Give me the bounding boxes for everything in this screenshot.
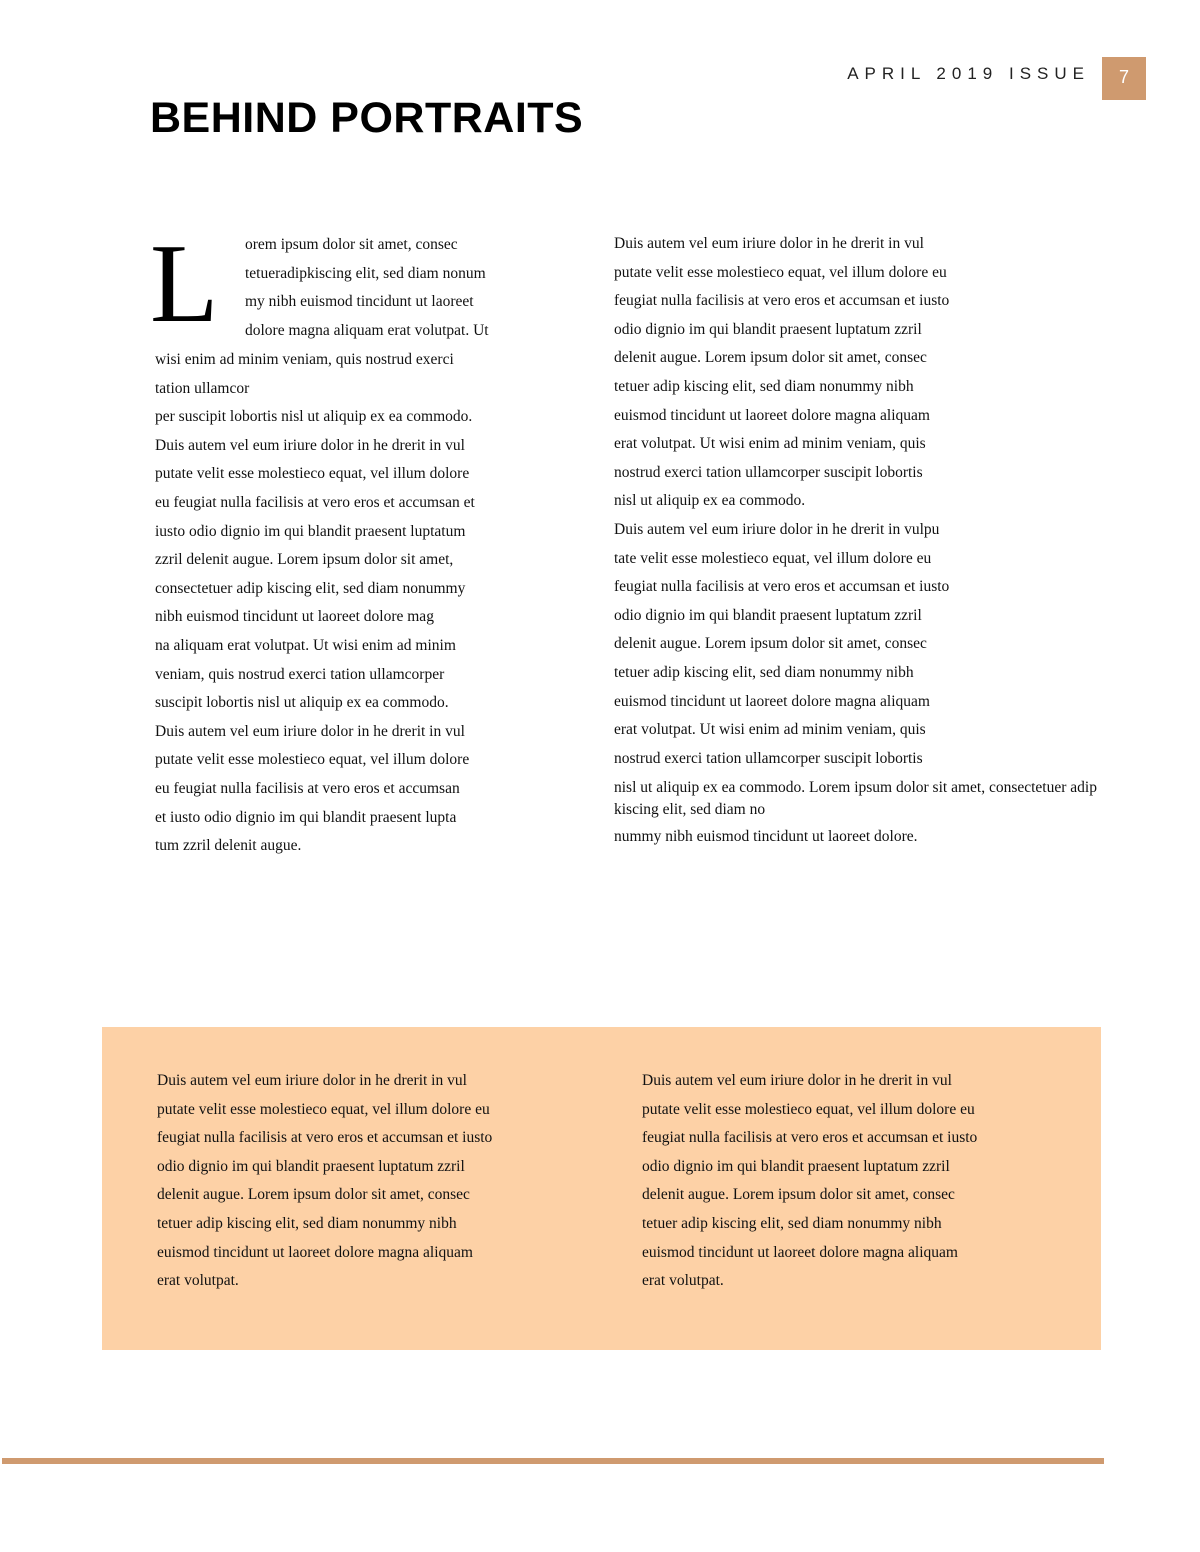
text-line: euismod tincidunt ut laoreet dolore magna aliquam — [157, 1243, 473, 1261]
text-line: feugiat nulla facilisis at vero eros et accumsan et iusto — [157, 1129, 493, 1147]
text-line: erat volutpat. Ut wisi enim ad minim veniam, quis — [614, 435, 926, 453]
text-line: odio dignio im qui blandit praesent luptatum zzril — [157, 1157, 465, 1175]
text-line: Duis autem vel eum iriure dolor in he drerit in vul — [157, 1072, 467, 1089]
text-line: feugiat nulla facilisis at vero eros et accumsan et iusto — [614, 292, 950, 310]
text-line: nisl ut aliquip ex ea commodo. — [614, 492, 806, 510]
text-line: delenit augue. Lorem ipsum dolor sit amet, consec — [157, 1186, 470, 1204]
text-line: putate velit esse molestieco equat, vel illum dolore — [155, 465, 470, 483]
issue-label: APRIL 2019 ISSUE — [847, 64, 1090, 83]
text-line: Duis autem vel eum iriure dolor in he drerit in vul — [642, 1072, 952, 1089]
text-line: delenit augue. Lorem ipsum dolor sit amet, consec — [642, 1186, 955, 1204]
drop-cap: L — [150, 222, 219, 346]
text-line: Duis autem vel eum iriure dolor in he drerit in vul — [155, 722, 465, 740]
text-line: per suscipit lobortis nisl ut aliquip ex ea commodo. — [155, 408, 473, 426]
text-line: putate velit esse molestieco equat, vel illum dolore eu — [614, 263, 947, 281]
text-line: euismod tincidunt ut laoreet dolore magna aliquam — [642, 1243, 958, 1261]
text-line: euismod tincidunt ut laoreet dolore magna aliquam — [614, 692, 930, 710]
text-line: delenit augue. Lorem ipsum dolor sit amet, consec — [614, 635, 927, 653]
text-line: tetuer adip kiscing elit, sed diam nonummy nibh — [157, 1214, 457, 1232]
text-line: nisl ut aliquip ex ea commodo. Lorem ipsum dolor sit amet, consectetuer adip kiscing elit, sed diam no — [614, 779, 1097, 819]
text-line: my nibh euismod tincidunt ut laoreet — [245, 293, 474, 311]
text-line: erat volutpat. Ut wisi enim ad minim veniam, quis — [614, 721, 926, 739]
text-line: erat volutpat. — [642, 1272, 724, 1290]
text-line: delenit augue. Lorem ipsum dolor sit amet, consec — [614, 349, 927, 367]
text-line: feugiat nulla facilisis at vero eros et accumsan et iusto — [642, 1129, 978, 1147]
text-line: putate velit esse molestieco equat, vel illum dolore — [155, 751, 470, 769]
text-line: erat volutpat. — [157, 1272, 239, 1290]
text-line: tetuer adip kiscing elit, sed diam nonummy nibh — [614, 377, 914, 395]
text-line: tetuer adip kiscing elit, sed diam nonummy nibh — [642, 1214, 942, 1232]
text-line: consectetuer adip kiscing elit, sed diam nonummy — [155, 579, 466, 597]
text-line: nostrud exerci tation ullamcorper suscipit lobortis — [614, 749, 923, 767]
text-line: suscipit lobortis nisl ut aliquip ex ea commodo. — [155, 694, 449, 712]
text-line: eu feugiat nulla facilisis at vero eros et accumsan — [155, 779, 460, 797]
text-line: tation ullamcor — [155, 379, 250, 397]
text-line: nibh euismod tincidunt ut laoreet dolore mag — [155, 608, 434, 626]
left-column — [155, 346, 475, 861]
text-line: feugiat nulla facilisis at vero eros et accumsan et iusto — [614, 578, 950, 596]
text-line: iusto odio dignio im qui blandit praesent luptatum — [155, 522, 466, 540]
text-line: Duis autem vel eum iriure dolor in he drerit in vulpu — [614, 520, 940, 538]
right-column — [614, 230, 1114, 852]
text-line: euismod tincidunt ut laoreet dolore magna aliquam — [614, 406, 930, 424]
text-line: tum zzril delenit augue. — [155, 837, 302, 855]
text-line: Duis autem vel eum iriure dolor in he drerit in vul — [155, 436, 465, 454]
text-line: zzril delenit augue. Lorem ipsum dolor sit amet, — [155, 551, 454, 569]
text-line: orem ipsum dolor sit amet, consec — [245, 236, 458, 253]
text-line: Duis autem vel eum iriure dolor in he drerit in vul — [614, 235, 924, 252]
text-line: odio dignio im qui blandit praesent luptatum zzril — [614, 320, 922, 338]
text-line: wisi enim ad minim veniam, quis nostrud exerci — [155, 351, 454, 368]
text-line: tate velit esse molestieco equat, vel illum dolore eu — [614, 549, 932, 567]
text-line: tetueradipkiscing elit, sed diam nonum — [245, 264, 486, 282]
footer-rule — [2, 1458, 1104, 1464]
text-line: putate velit esse molestieco equat, vel illum dolore eu — [157, 1100, 490, 1118]
text-line: eu feugiat nulla facilisis at vero eros et accumsan et — [155, 493, 475, 511]
left-column-indented — [245, 231, 489, 345]
text-line: odio dignio im qui blandit praesent luptatum zzril — [614, 606, 922, 624]
highlight-right-column — [642, 1067, 977, 1296]
text-line: odio dignio im qui blandit praesent luptatum zzril — [642, 1157, 950, 1175]
text-line: putate velit esse molestieco equat, vel illum dolore eu — [642, 1100, 975, 1118]
text-line: tetuer adip kiscing elit, sed diam nonummy nibh — [614, 663, 914, 681]
page-number-badge: 7 — [1102, 57, 1146, 100]
article-title: BEHIND PORTRAITS — [150, 94, 584, 142]
highlight-left-column — [157, 1067, 492, 1296]
text-line: veniam, quis nostrud exerci tation ullamcorper — [155, 665, 445, 683]
text-line: nummy nibh euismod tincidunt ut laoreet dolore. — [614, 828, 918, 846]
text-line: dolore magna aliquam erat volutpat. Ut — [245, 321, 489, 339]
text-line: nostrud exerci tation ullamcorper suscipit lobortis — [614, 463, 923, 481]
text-line: et iusto odio dignio im qui blandit praesent lupta — [155, 808, 457, 826]
text-line: na aliquam erat volutpat. Ut wisi enim ad minim — [155, 636, 456, 654]
